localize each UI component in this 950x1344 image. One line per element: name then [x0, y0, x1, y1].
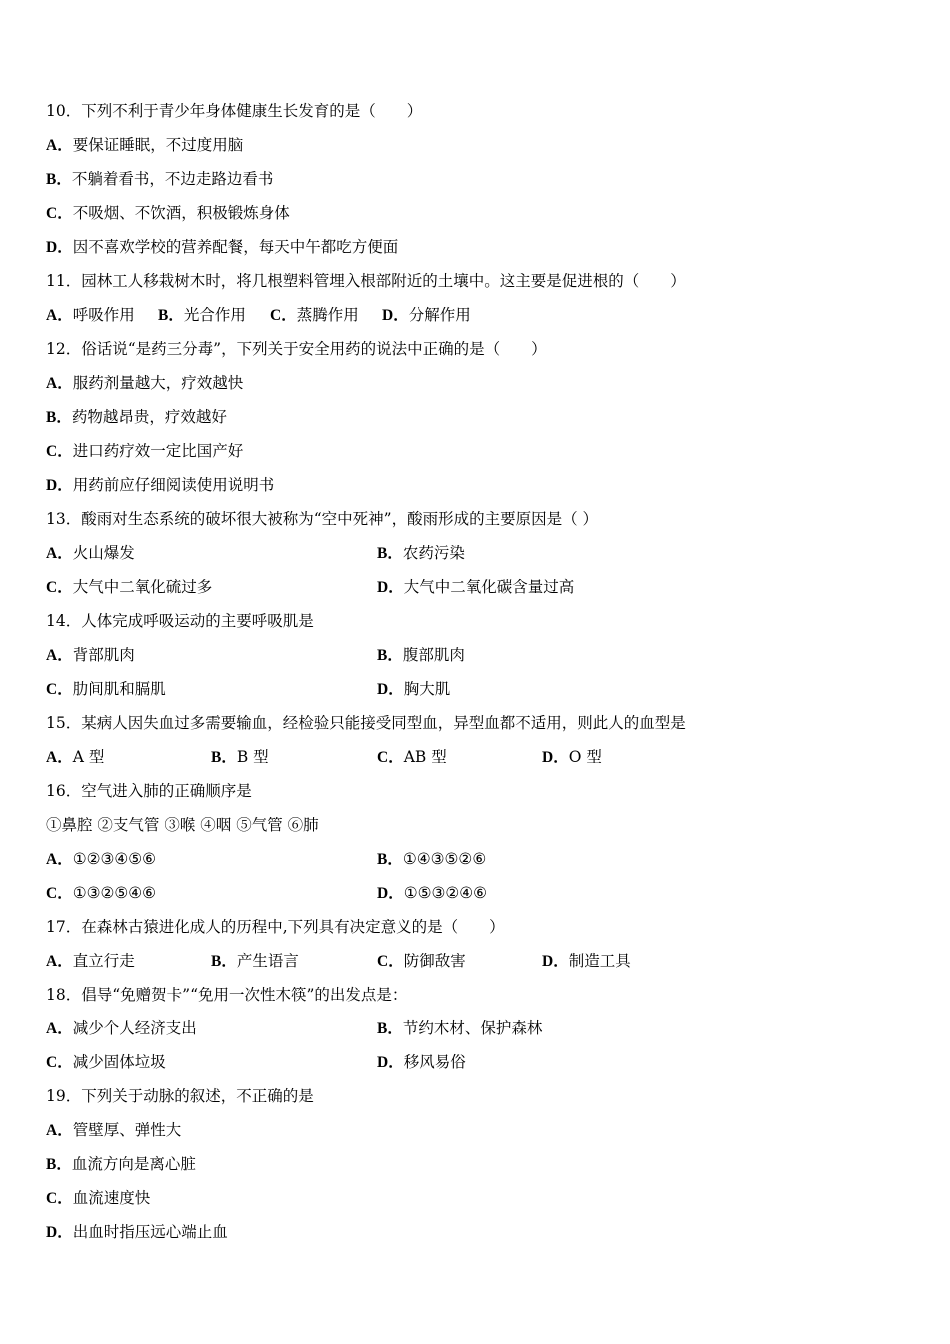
option-label: D．	[377, 681, 404, 698]
option-text: 移风易俗	[403, 1053, 466, 1071]
question-12-option-b	[46, 405, 227, 429]
question-18-stem: 18．倡导“免赠贺卡”“免用一次性木筷”的出发点是：	[46, 986, 408, 1004]
option-text: O 型	[568, 748, 602, 766]
question-12-option-a	[46, 371, 243, 395]
option-label: A．	[46, 545, 73, 562]
question-10-option-b	[46, 167, 273, 191]
option-text: 管壁厚、弹性大	[72, 1121, 182, 1139]
option-text: 服药剂量越大，疗效越快	[72, 374, 244, 392]
question-19-option-c	[46, 1186, 150, 1210]
option-label: C．	[46, 1054, 73, 1071]
question-13-option-d	[377, 575, 574, 599]
question-17-stem: 17．在森林古猿进化成人的历程中,下列具有决定意义的是（ ）	[46, 918, 505, 936]
option-label: D．	[377, 1054, 404, 1071]
option-text: 不吸烟、不饮酒，积极锻炼身体	[72, 204, 290, 222]
option-text: 不躺着看书，不边走路边看书	[71, 170, 274, 188]
option-text: 火山爆发	[72, 544, 135, 562]
question-12-option-c	[46, 439, 243, 463]
option-label: A．	[46, 1020, 73, 1037]
question-10-option-c	[46, 201, 290, 225]
question-14-stem: 14．人体完成呼吸运动的主要呼吸肌是	[46, 612, 314, 630]
option-text: 因不喜欢学校的营养配餐，每天中午都吃方便面	[72, 238, 399, 256]
option-text: 直立行走	[72, 952, 135, 970]
option-text: 胸大肌	[403, 680, 451, 698]
option-label: B．	[46, 171, 72, 188]
question-16-option-c	[46, 881, 156, 905]
option-text: 产生语言	[236, 952, 299, 970]
question-14-option-d	[377, 677, 450, 701]
question-17-option-c	[377, 949, 466, 973]
question-16-option-d	[377, 881, 487, 905]
option-label: A．	[46, 137, 73, 154]
option-label: A．	[46, 375, 73, 392]
option-text: 分解作用	[408, 306, 471, 324]
option-text: 血流速度快	[72, 1189, 151, 1207]
option-text: 节约木材、保护森林	[402, 1019, 543, 1037]
option-text: 背部肌肉	[72, 646, 135, 664]
question-15-stem: 15．某病人因失血过多需要输血，经检验只能接受同型血，异型血都不适用，则此人的血型是	[46, 714, 686, 732]
option-label: A．	[46, 307, 73, 324]
option-text: 减少个人经济支出	[72, 1019, 197, 1037]
question-13-option-b	[377, 541, 465, 565]
option-label: A．	[46, 749, 73, 766]
option-label: D．	[377, 579, 404, 596]
question-17-option-d	[542, 949, 631, 973]
option-label: C．	[377, 749, 404, 766]
question-16-extra: ①鼻腔 ②支气管 ③喉 ④咽 ⑤气管 ⑥肺	[46, 816, 319, 834]
option-label: B．	[211, 749, 237, 766]
option-text: ①③②⑤④⑥	[72, 884, 157, 902]
question-18-option-c	[46, 1050, 166, 1074]
option-text: 光合作用	[183, 306, 246, 324]
option-text: 用药前应仔细阅读使用说明书	[72, 476, 275, 494]
question-14-option-c	[46, 677, 166, 701]
option-label: A．	[46, 851, 73, 868]
question-16-option-b	[377, 847, 486, 871]
question-14-option-b	[377, 643, 465, 667]
option-label: C．	[270, 307, 297, 324]
question-18-option-d	[377, 1050, 466, 1074]
option-text: AB 型	[403, 748, 447, 766]
option-text: ①②③④⑤⑥	[72, 850, 157, 868]
option-label: A．	[46, 1122, 73, 1139]
question-15-option-d	[542, 745, 602, 769]
question-14-option-a	[46, 643, 135, 667]
option-label: B．	[46, 409, 72, 426]
question-10-stem: 10．下列不利于青少年身体健康生长发育的是（ ）	[46, 102, 423, 120]
question-17-option-a	[46, 949, 135, 973]
question-15-option-a	[46, 745, 104, 769]
option-label: D．	[542, 953, 569, 970]
question-19-option-b	[46, 1152, 196, 1176]
option-text: 腹部肌肉	[402, 646, 465, 664]
option-label: B．	[46, 1156, 72, 1173]
option-label: B．	[377, 851, 403, 868]
option-label: A．	[46, 953, 73, 970]
option-text: 农药污染	[402, 544, 465, 562]
option-text: 出血时指压远心端止血	[72, 1223, 228, 1241]
option-label: D．	[542, 749, 569, 766]
option-text: 药物越昂贵，疗效越好	[71, 408, 227, 426]
question-18-option-b	[377, 1016, 542, 1040]
option-label: C．	[377, 953, 404, 970]
option-label: B．	[377, 545, 403, 562]
option-label: C．	[46, 681, 73, 698]
option-text: 血流方向是离心脏	[71, 1155, 196, 1173]
option-text: ①⑤③②④⑥	[403, 884, 488, 902]
question-17-option-b	[211, 949, 299, 973]
option-label: B．	[377, 1020, 403, 1037]
question-18-option-a	[46, 1016, 197, 1040]
question-13-stem: 13．酸雨对生态系统的破坏很大被称为“空中死神”，酸雨形成的主要原因是（ ）	[46, 510, 599, 528]
option-label: C．	[46, 885, 73, 902]
question-19-option-a	[46, 1118, 181, 1142]
option-label: C．	[46, 1190, 73, 1207]
question-19-option-d	[46, 1220, 228, 1244]
option-label: D．	[377, 885, 404, 902]
option-text: 大气中二氧化碳含量过高	[403, 578, 575, 596]
question-15-option-b	[211, 745, 269, 769]
question-15-option-c	[377, 745, 447, 769]
option-label: A．	[46, 647, 73, 664]
option-text: 要保证睡眠，不过度用脑	[72, 136, 244, 154]
question-10-option-a	[46, 133, 243, 157]
option-label: B．	[377, 647, 403, 664]
question-19-stem: 19．下列关于动脉的叙述，不正确的是	[46, 1087, 314, 1105]
option-text: 肋间肌和膈肌	[72, 680, 166, 698]
question-11-option-d	[382, 303, 471, 327]
option-label: D．	[382, 307, 409, 324]
option-label: B．	[211, 953, 237, 970]
option-text: 防御敌害	[403, 952, 466, 970]
question-12-option-d	[46, 473, 274, 497]
option-label: C．	[46, 579, 73, 596]
option-text: A 型	[72, 748, 105, 766]
option-label: C．	[46, 443, 73, 460]
question-11-stem: 11．园林工人移栽树木时，将几根塑料管埋入根部附近的土壤中。这主要是促进根的（ ）	[46, 272, 686, 290]
option-label: B．	[158, 307, 184, 324]
question-12-stem: 12．俗话说“是药三分毒”，下列关于安全用药的说法中正确的是（ ）	[46, 340, 547, 358]
question-10-option-d	[46, 235, 398, 259]
option-text: 制造工具	[568, 952, 631, 970]
option-label: D．	[46, 1224, 73, 1241]
question-13-option-c	[46, 575, 212, 599]
question-16-stem: 16．空气进入肺的正确顺序是	[46, 782, 252, 800]
option-text: 大气中二氧化硫过多	[72, 578, 213, 596]
option-text: 呼吸作用	[72, 306, 135, 324]
option-label: C．	[46, 205, 73, 222]
option-text: B 型	[236, 748, 269, 766]
question-11-option-b	[158, 303, 246, 327]
question-13-option-a	[46, 541, 135, 565]
option-text: 进口药疗效一定比国产好	[72, 442, 244, 460]
option-text: ①④③⑤②⑥	[402, 850, 487, 868]
option-text: 减少固体垃圾	[72, 1053, 166, 1071]
option-text: 蒸腾作用	[296, 306, 359, 324]
option-label: D．	[46, 477, 73, 494]
question-11-option-a	[46, 303, 135, 327]
question-11-option-c	[270, 303, 359, 327]
question-16-option-a	[46, 847, 156, 871]
option-label: D．	[46, 239, 73, 256]
